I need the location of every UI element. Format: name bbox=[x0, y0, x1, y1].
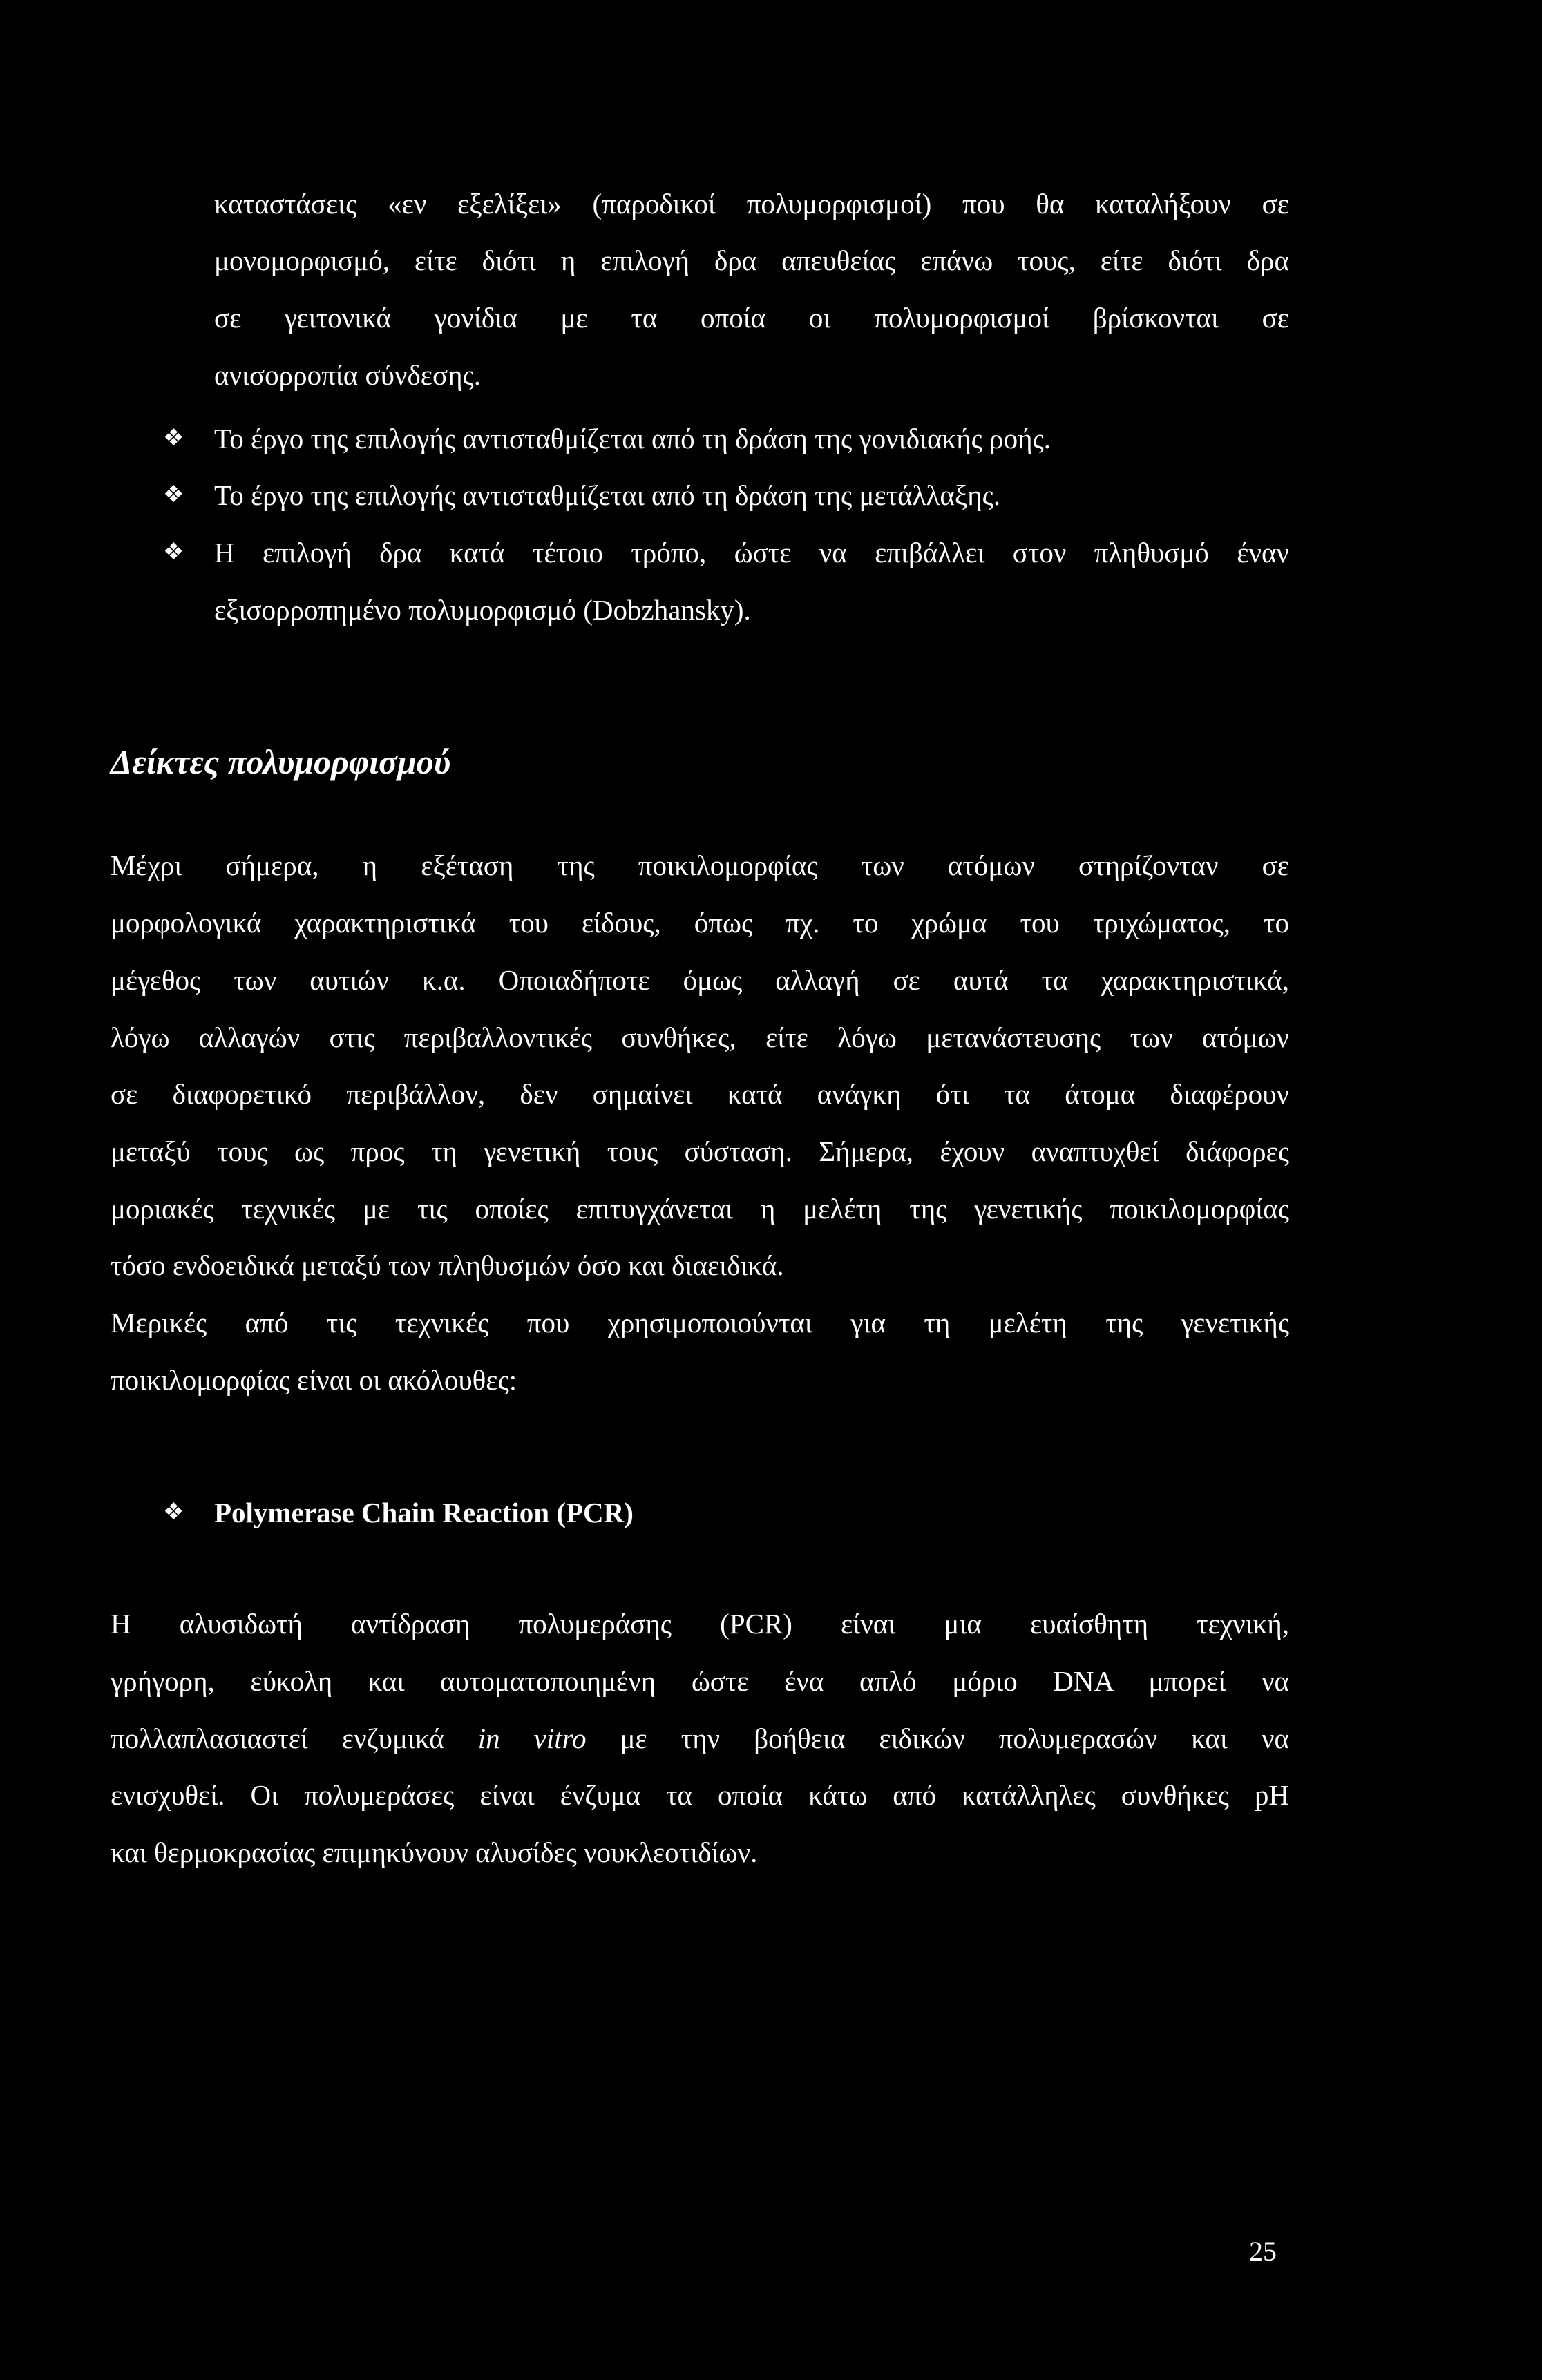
pcr-title: Polymerase Chain Reaction (PCR) bbox=[214, 1497, 634, 1528]
bullet-3-line-2: εξισορροπημένο πολυμορφισμό (Dobzhansky). bbox=[214, 594, 751, 626]
diamond-dots-icon: ❖ bbox=[163, 482, 184, 508]
pcr-line-5: και θερμοκρασίας επιμηκύνουν αλυσίδες νουκλεοτιδίων. bbox=[111, 1836, 758, 1868]
bullet-3-line-1: Η επιλογή δρα κατά τέτοιο τρόπο, ώστε να επιβάλλει στον πληθυσμό έναν bbox=[214, 537, 1289, 568]
pcr-line-2: γρήγορη, εύκολη και αυτοματοποιημένη ώστε ένα απλό μόριο DNA μπορεί να bbox=[111, 1665, 1289, 1697]
paragraph-2-line-1: Μερικές από τις τεχνικές που χρησιμοποιούνται για τη μελέτη της γενετικής bbox=[111, 1307, 1289, 1338]
paragraph-1-line-4: λόγω αλλαγών στις περιβαλλοντικές συνθήκες, είτε λόγω μετανάστευσης των ατόμων bbox=[111, 1021, 1289, 1053]
intro-line-2: μονομορφισμό, είτε διότι η επιλογή δρα απευθείας επάνω τους, είτε διότι δρα bbox=[214, 244, 1289, 276]
paragraph-2-line-2: ποικιλομορφίας είναι οι ακόλουθες: bbox=[111, 1364, 517, 1396]
paragraph-1-line-7: μοριακές τεχνικές με τις οποίες επιτυγχάνεται η μελέτη της γενετικής ποικιλομορφίας bbox=[111, 1193, 1289, 1225]
paragraph-1-line-5: σε διαφορετικό περιβάλλον, δεν σημαίνει κατά ανάγκη ότι τα άτομα διαφέρουν bbox=[111, 1078, 1289, 1110]
intro-line-4: ανισορροπία σύνδεσης. bbox=[214, 359, 482, 391]
pcr-line-1: Η αλυσιδωτή αντίδραση πολυμεράσης (PCR) είναι μια ευαίσθητη τεχνική, bbox=[111, 1608, 1289, 1640]
diamond-dots-icon: ❖ bbox=[163, 1499, 184, 1525]
diamond-dots-icon: ❖ bbox=[163, 425, 184, 451]
bullet-1-text: Το έργο της επιλογής αντισταθμίζεται από τη δράση της γονιδιακής ροής. bbox=[214, 423, 1051, 454]
pcr-line-3-end: με την βοήθεια ειδικών πολυμερασών και να bbox=[586, 1722, 1290, 1754]
paragraph-1-line-1: Μέχρι σήμερα, η εξέταση της ποικιλομορφίας των ατόμων στηρίζονταν σε bbox=[111, 850, 1289, 881]
section-heading: Δείκτες πολυμορφισμού bbox=[111, 742, 451, 781]
pcr-line-4: ενισχυθεί. Οι πολυμεράσες είναι ένζυμα τα οποία κάτω από κατάλληλες συνθήκες pH bbox=[111, 1779, 1289, 1811]
paragraph-1-line-2: μορφολογικά χαρακτηριστικά του είδους, όπως πχ. το χρώμα του τριχώματος, το bbox=[111, 907, 1289, 939]
intro-line-3: σε γειτονικά γονίδια με τα οποία οι πολυμορφισμοί βρίσκονται σε bbox=[214, 302, 1289, 334]
paragraph-1-line-6: μεταξύ τους ως προς τη γενετική τους σύσταση. Σήμερα, έχουν αναπτυχθεί διάφορες bbox=[111, 1135, 1289, 1167]
pcr-line-3-start: πολλαπλασιαστεί ενζυμικά bbox=[111, 1722, 478, 1754]
pcr-line-3 bbox=[111, 1721, 1289, 1756]
paragraph-1-line-3: μέγεθος των αυτιών κ.α. Οποιαδήποτε όμως αλλαγή σε αυτά τα χαρακτηριστικά, bbox=[111, 964, 1289, 996]
bullet-2-text: Το έργο της επιλογής αντισταθμίζεται από τη δράση της μετάλλαξης. bbox=[214, 479, 1001, 511]
diamond-dots-icon: ❖ bbox=[163, 539, 184, 565]
pcr-line-3-italic: in vitro bbox=[477, 1722, 587, 1754]
intro-line-1: καταστάσεις «εν εξελίξει» (παροδικοί πολυμορφισμοί) που θα καταλήξουν σε bbox=[214, 188, 1289, 220]
page-number: 25 bbox=[1249, 2236, 1277, 2267]
paragraph-1-line-8: τόσο ενδοειδικά μεταξύ των πληθυσμών όσο και διαειδικά. bbox=[111, 1249, 784, 1281]
